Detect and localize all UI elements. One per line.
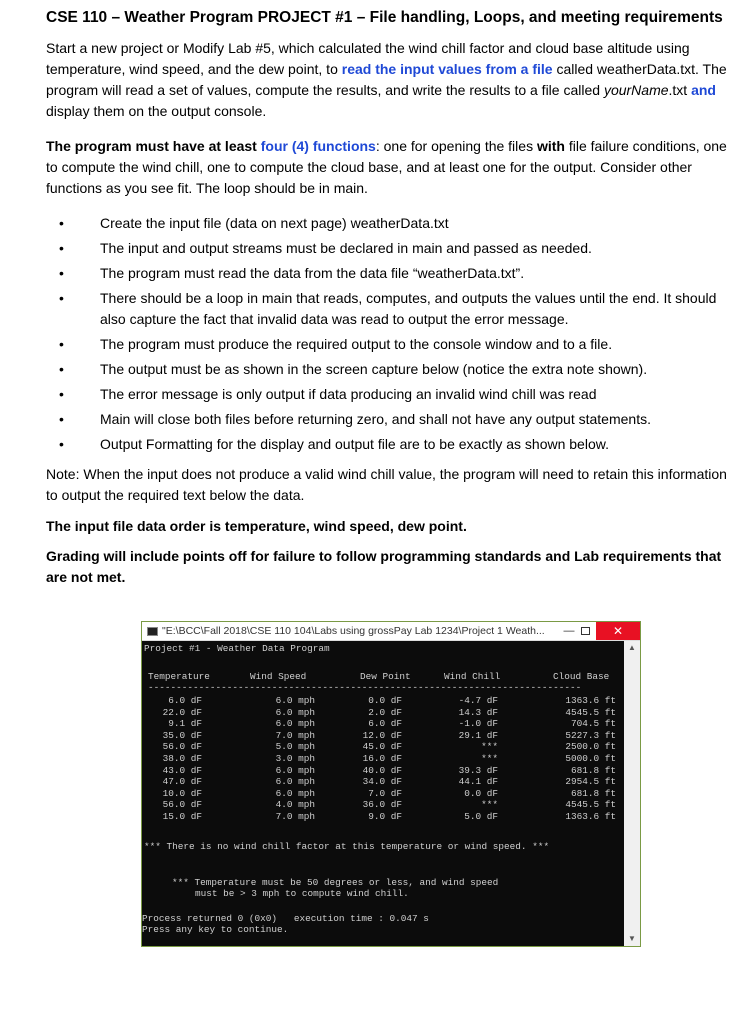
dew-point-cell: 40.0 dF xyxy=(362,764,402,776)
wind-speed-cell: 6.0 mph xyxy=(275,776,315,788)
scroll-up-icon[interactable]: ▲ xyxy=(628,643,636,652)
no-wind-chill-message: *** There is no wind chill factor at this temperature or wind speed. *** xyxy=(144,841,550,852)
temperature-cell: 43.0 dF xyxy=(162,764,202,776)
intro-paragraph: Start a new project or Modify Lab #5, which calculated the wind chill factor and cloud base altitude using temperature, wind speed, and the dew point, to read the input values from a file called weatherData.txt. The program will read a set of values, compute the results, and write the results to a file called yourName.txt and display them on the output console. xyxy=(46,40,727,119)
cloud-base-cell: 1363.6 ft xyxy=(565,695,616,706)
wind-chill-cell: 5.0 dF xyxy=(464,811,498,822)
list-item: • The error message is only output if data producing an invalid wind chill was read xyxy=(46,384,736,405)
document-title: CSE 110 – Weather Program PROJECT #1 – File handling, Loops, and meeting requirements xyxy=(46,9,723,26)
wind-chill-cell: *** xyxy=(481,753,498,764)
table-row xyxy=(142,799,624,810)
header-dew-point: Dew Point xyxy=(360,671,411,682)
console-output[interactable] xyxy=(142,641,624,946)
dew-point-cell: 16.0 dF xyxy=(362,753,402,764)
dew-point-cell: 7.0 dF xyxy=(368,787,402,799)
maximize-icon xyxy=(581,627,590,635)
header-cloud-base: Cloud Base xyxy=(553,671,610,682)
wind-chill-cell: 29.1 dF xyxy=(458,729,498,741)
dew-point-cell: 9.0 dF xyxy=(368,811,402,822)
wind-speed-cell: 6.0 mph xyxy=(275,718,315,730)
press-any-key-line: Press any key to continue. xyxy=(142,924,289,935)
list-item: • Create the input file (data on next page) weatherData.txt xyxy=(46,213,736,234)
dew-point-cell: 6.0 dF xyxy=(368,718,402,730)
table-row xyxy=(142,730,624,741)
wind-speed-cell: 4.0 mph xyxy=(275,799,315,811)
table-row xyxy=(142,718,624,729)
table-row xyxy=(142,707,624,718)
temperature-note-line-2: must be > 3 mph to compute wind chill. xyxy=(195,888,409,899)
wind-chill-cell: 44.1 dF xyxy=(458,776,498,788)
minimize-button[interactable]: — xyxy=(563,625,575,637)
cloud-base-cell: 681.8 ft xyxy=(570,787,616,799)
process-returned-line: Process returned 0 (0x0) execution time : 0.047 s xyxy=(142,913,429,924)
document xyxy=(46,8,736,602)
cloud-base-cell: 2954.5 ft xyxy=(565,776,616,788)
scroll-down-icon[interactable]: ▼ xyxy=(628,934,636,943)
wind-speed-cell: 3.0 mph xyxy=(275,753,315,764)
temperature-cell: 38.0 dF xyxy=(162,753,202,764)
wind-chill-cell: *** xyxy=(481,799,498,811)
table-row xyxy=(142,811,624,822)
wind-speed-cell: 6.0 mph xyxy=(275,764,315,776)
table-row xyxy=(142,776,624,787)
wind-speed-cell: 6.0 mph xyxy=(275,706,315,718)
window-titlebar[interactable] xyxy=(142,622,640,641)
dew-point-cell: 34.0 dF xyxy=(362,776,402,788)
functions-paragraph: The program must have at least four (4) functions: one for opening the files with file failure conditions, one to compute the wind chill, one to compute the cloud base, and at least one for the output. Consider other functions as you see fit. The loop should be in main. xyxy=(46,138,727,196)
wind-chill-cell: 0.0 dF xyxy=(464,787,498,799)
close-icon: ✕ xyxy=(612,624,624,638)
note-paragraph: Note: When the input does not produce a valid wind chill value, the program will need to retain this information to output the required text below the data. xyxy=(46,466,727,503)
table-row xyxy=(142,765,624,776)
cloud-base-cell: 1363.6 ft xyxy=(565,811,616,822)
wind-chill-cell: 39.3 dF xyxy=(458,764,498,776)
vertical-scrollbar[interactable] xyxy=(624,641,640,946)
input-order-heading: The input file data order is temperature, wind speed, dew point. xyxy=(46,518,467,534)
temperature-cell: 47.0 dF xyxy=(162,776,202,788)
dew-point-cell: 2.0 dF xyxy=(368,706,402,718)
list-item: • Output Formatting for the display and output file are to be exactly as shown below. xyxy=(46,434,736,455)
wind-speed-cell: 5.0 mph xyxy=(275,741,315,753)
wind-speed-cell: 7.0 mph xyxy=(275,811,315,822)
list-item: • The input and output streams must be declared in main and passed as needed. xyxy=(46,238,736,259)
list-item: • The program must read the data from the data file “weatherData.txt”. xyxy=(46,263,736,284)
table-row xyxy=(142,741,624,752)
temperature-cell: 56.0 dF xyxy=(162,799,202,811)
table-row xyxy=(142,753,624,764)
dew-point-cell: 0.0 dF xyxy=(368,695,402,706)
cloud-base-cell: 5000.0 ft xyxy=(565,753,616,764)
temperature-cell: 10.0 dF xyxy=(162,787,202,799)
cloud-base-cell: 704.5 ft xyxy=(570,718,616,730)
wind-speed-cell: 7.0 mph xyxy=(275,729,315,741)
dew-point-cell: 45.0 dF xyxy=(362,741,402,753)
wind-chill-cell: -4.7 dF xyxy=(458,695,498,706)
header-wind-speed: Wind Speed xyxy=(250,671,307,682)
requirements-list xyxy=(46,213,736,455)
wind-speed-cell: 6.0 mph xyxy=(275,787,315,799)
window-title: "E:\BCC\Fall 2018\CSE 110 104\Labs using grossPay Lab 1234\Project 1 Weath... xyxy=(162,625,545,637)
close-button[interactable] xyxy=(596,622,640,640)
wind-speed-cell: 6.0 mph xyxy=(275,695,315,706)
cloud-base-cell: 4545.5 ft xyxy=(565,706,616,718)
console-window[interactable] xyxy=(141,621,641,947)
header-temperature: Temperature xyxy=(148,671,210,682)
header-wind-chill: Wind Chill xyxy=(444,671,501,682)
temperature-cell: 22.0 dF xyxy=(162,706,202,718)
wind-chill-cell: -1.0 dF xyxy=(458,718,498,730)
list-item: • Main will close both files before returning zero, and shall not have any output statements. xyxy=(46,409,736,430)
temperature-cell: 6.0 dF xyxy=(168,695,202,706)
temperature-cell: 15.0 dF xyxy=(162,811,202,822)
dew-point-cell: 36.0 dF xyxy=(362,799,402,811)
temperature-cell: 56.0 dF xyxy=(162,741,202,753)
list-item: • The program must produce the required output to the console window and to a file. xyxy=(46,334,736,355)
table-row xyxy=(142,788,624,799)
maximize-button[interactable] xyxy=(578,622,592,640)
console-app-icon xyxy=(147,627,158,636)
wind-chill-cell: *** xyxy=(481,741,498,753)
header-divider: ----------------------------------------------------------------------------- xyxy=(148,682,582,693)
cloud-base-cell: 5227.3 ft xyxy=(565,729,616,741)
temperature-note-line-1: *** Temperature must be 50 degrees or less, and wind speed xyxy=(172,877,499,888)
list-item: • There should be a loop in main that reads, computes, and outputs the values until the end. It should also capture the fact that invalid data was read to output the error message. xyxy=(46,288,736,330)
cloud-base-cell: 681.8 ft xyxy=(570,764,616,776)
grading-heading: Grading will include points off for failure to follow programming standards and Lab requirements that are not met. xyxy=(46,548,722,585)
wind-chill-cell: 14.3 dF xyxy=(458,706,498,718)
cloud-base-cell: 2500.0 ft xyxy=(565,741,616,753)
list-item: • The output must be as shown in the screen capture below (notice the extra note shown). xyxy=(46,359,736,380)
cloud-base-cell: 4545.5 ft xyxy=(565,799,616,811)
table-row xyxy=(142,695,624,706)
temperature-cell: 35.0 dF xyxy=(162,729,202,741)
dew-point-cell: 12.0 dF xyxy=(362,729,402,741)
temperature-cell: 9.1 dF xyxy=(168,718,202,730)
program-title: Project #1 - Weather Data Program xyxy=(144,643,330,654)
